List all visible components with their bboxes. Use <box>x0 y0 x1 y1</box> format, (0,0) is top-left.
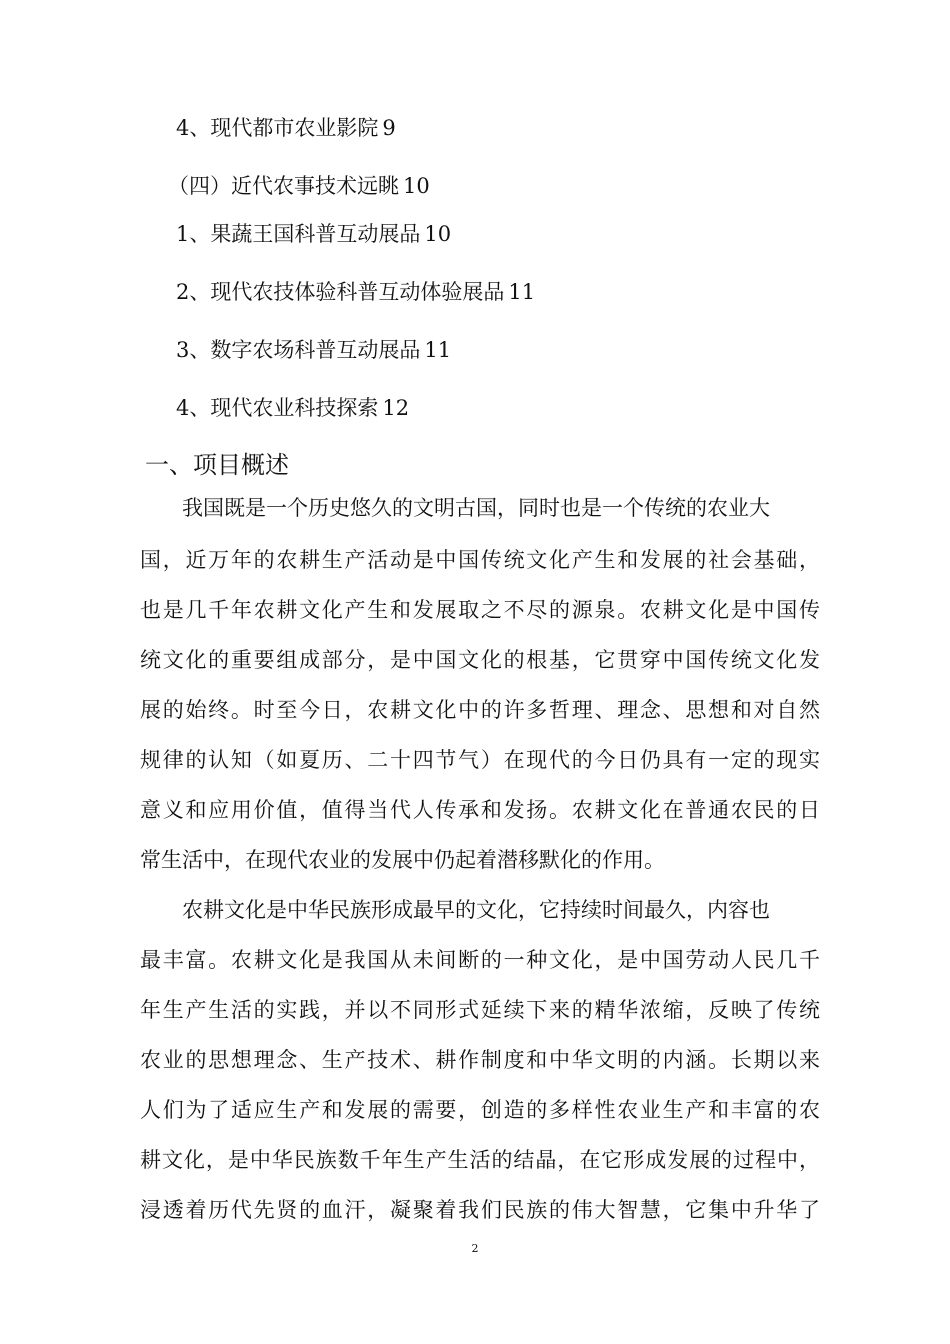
section-heading: 一、项目概述 <box>145 451 289 479</box>
paragraph-line: 年生产生活的实践，并以不同形式延续下来的精华浓缩，反映了传统 <box>140 998 820 1022</box>
toc-entry <box>176 278 535 306</box>
toc-entry <box>176 220 451 248</box>
toc-entry-page: 12 <box>382 396 410 420</box>
toc-entry-title: 1、果蔬王国科普互动展品 <box>176 222 421 246</box>
paragraph-line: 常生活中，在现代农业的发展中仍起着潜移默化的作用。 <box>140 848 665 872</box>
paragraph-line: 浸透着历代先贤的血汗，凝聚着我们民族的伟大智慧，它集中升华了 <box>140 1198 820 1222</box>
paragraph-line: 展的始终。时至今日，农耕文化中的许多哲理、理念、思想和对自然 <box>140 698 820 722</box>
paragraph-line: 农业的思想理念、生产技术、耕作制度和中华文明的内涵。长期以来 <box>140 1048 820 1072</box>
toc-entry <box>176 114 396 142</box>
paragraph-line: 人们为了适应生产和发展的需要，创造的多样性农业生产和丰富的农 <box>140 1098 820 1122</box>
toc-entry <box>168 172 430 200</box>
toc-entry-title: 2、现代农技体验科普互动体验展品 <box>176 280 505 304</box>
paragraph-line: 意义和应用价值，值得当代人传承和发扬。农耕文化在普通农民的日 <box>140 798 820 822</box>
toc-entry-title: 4、现代都市农业影院 <box>176 116 379 140</box>
paragraph-line: 统文化的重要组成部分，是中国文化的根基，它贯穿中国传统文化发 <box>140 648 820 672</box>
page-number: 2 <box>471 1242 479 1255</box>
toc-entry <box>176 336 451 364</box>
paragraph-line: 最丰富。农耕文化是我国从未间断的一种文化，是中国劳动人民几千 <box>140 948 820 972</box>
toc-entry-page: 10 <box>403 174 430 198</box>
toc-entry-page: 9 <box>382 116 396 140</box>
toc-entry-page: 11 <box>424 338 452 362</box>
toc-entry-title: 3、数字农场科普互动展品 <box>176 338 421 362</box>
paragraph-line: 耕文化，是中华民族数千年生产生活的结晶，在它形成发展的过程中， <box>140 1148 820 1172</box>
toc-entry-page: 10 <box>424 222 452 246</box>
paragraph-line: 我国既是一个历史悠久的文明古国，同时也是一个传统的农业大 <box>182 496 770 520</box>
paragraph-line: 规律的认知（如夏历、二十四节气）在现代的今日仍具有一定的现实 <box>140 748 820 772</box>
paragraph-line: 也是几千年农耕文化产生和发展取之不尽的源泉。农耕文化是中国传 <box>140 598 820 622</box>
toc-entry <box>176 394 409 422</box>
paragraph-line: 农耕文化是中华民族形成最早的文化，它持续时间最久，内容也 <box>182 898 770 922</box>
toc-entry-page: 11 <box>508 280 536 304</box>
paragraph-line: 国，近万年的农耕生产活动是中国传统文化产生和发展的社会基础， <box>140 548 820 572</box>
toc-entry-title: 4、现代农业科技探索 <box>176 396 379 420</box>
toc-entry-title: （四）近代农事技术远眺 <box>168 174 399 198</box>
